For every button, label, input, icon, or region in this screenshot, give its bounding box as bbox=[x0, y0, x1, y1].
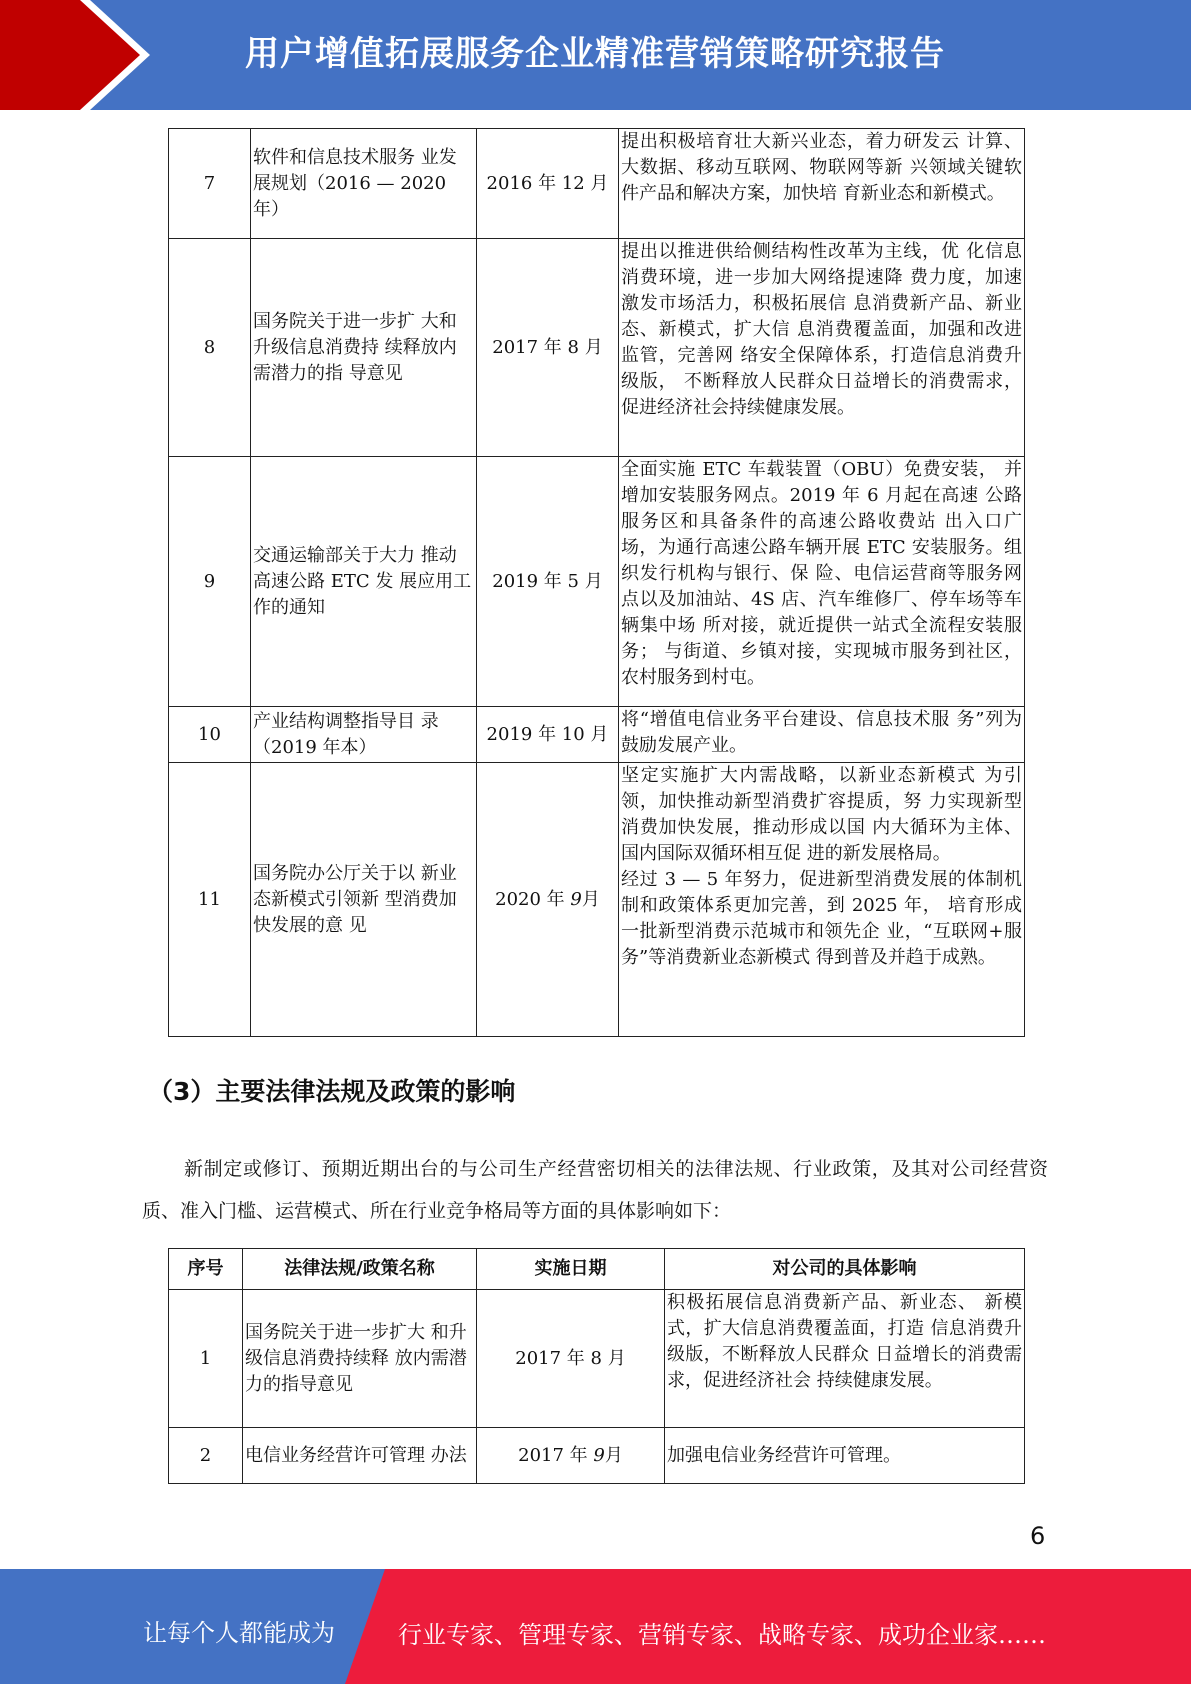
impact-description: 加强电信业务经营许可管理。 bbox=[665, 1428, 1025, 1484]
policy-date: 2019 年 10 月 bbox=[477, 707, 619, 763]
row-number: 1 bbox=[169, 1290, 243, 1428]
header-chevron-icon bbox=[0, 0, 140, 110]
policy-name: 产业结构调整指导目 录（2019 年本） bbox=[251, 707, 477, 763]
impact-table bbox=[168, 1248, 1025, 1484]
page-footer bbox=[0, 1569, 1191, 1684]
policy-description: 坚定实施扩大内需战略，以新业态新模式 为引领，加快推动新型消费扩容提质，努 力实现新型消费加快发展，推动形成以国 内大循环为主体、国内国际双循环相互促 进的新发展格局。 经过 3 — 5 年努力，促进新型消费发展的体制机制和政策体系更加完善，到 2025 年， 培育形成一批新型消费示范城市和领先企 业，“互联网+服务”等消费新业态新模式 得到普及并趋于成熟。 bbox=[619, 763, 1025, 1037]
policy-date: 2020 年 9月 bbox=[477, 763, 619, 1037]
row-number: 8 bbox=[169, 239, 251, 457]
effective-date: 2017 年 8 月 bbox=[477, 1290, 665, 1428]
policy-name: 国务院办公厅关于以 新业态新模式引领新 型消费加快发展的意 见 bbox=[251, 763, 477, 1037]
report-title: 用户增值拓展服务企业精准营销策略研究报告 bbox=[245, 34, 945, 74]
effective-date: 2017 年 9月 bbox=[477, 1428, 665, 1484]
table-row bbox=[169, 1290, 1025, 1428]
table-row bbox=[169, 763, 1025, 1037]
policy-name: 交通运输部关于大力 推动高速公路 ETC 发 展应用工作的通知 bbox=[251, 457, 477, 707]
page-number: 6 bbox=[1030, 1522, 1046, 1550]
policy-description: 提出积极培育壮大新兴业态，着力研发云 计算、大数据、移动互联网、物联网等新 兴领域关键软件产品和解决方案，加快培 育新业态和新模式。 bbox=[619, 129, 1025, 239]
policy-description: 提出以推进供给侧结构性改革为主线，优 化信息消费环境，进一步加大网络提速降 费力度，加速激发市场活力，积极拓展信 息消费新产品、新业态、新模式，扩大信 息消费覆盖面，加强和改进监管，完善网 络安全保障体系，打造信息消费升级版， 不断释放人民群众日益增长的消费需求， 促进经济社会持续健康发展。 bbox=[619, 239, 1025, 457]
table-row bbox=[169, 457, 1025, 707]
table-row bbox=[169, 707, 1025, 763]
section-paragraph: 新制定或修订、预期近期出台的与公司生产经营密切相关的法律法规、行业政策，及其对公司经营资质、准入门槛、运营模式、所在行业竞争格局等方面的具体影响如下： bbox=[142, 1158, 1048, 1222]
policy-name: 软件和信息技术服务 业发展规划（2016 — 2020 年） bbox=[251, 129, 477, 239]
table-row bbox=[169, 239, 1025, 457]
policy-description: 将“增值电信业务平台建设、信息技术服 务”列为鼓励发展产业。 bbox=[619, 707, 1025, 763]
table-row bbox=[169, 1428, 1025, 1484]
column-header: 序号 bbox=[169, 1249, 243, 1290]
impact-description: 积极拓展信息消费新产品、新业态、 新模式，扩大信息消费覆盖面，打造 信息消费升级版，不断释放人民群众 日益增长的消费需求，促进经济社会 持续健康发展。 bbox=[665, 1290, 1025, 1428]
row-number: 2 bbox=[169, 1428, 243, 1484]
page-header bbox=[0, 0, 1191, 110]
column-header: 法律法规/政策名称 bbox=[243, 1249, 477, 1290]
row-number: 7 bbox=[169, 129, 251, 239]
row-number: 9 bbox=[169, 457, 251, 707]
policy-date: 2017 年 8 月 bbox=[477, 239, 619, 457]
row-number: 11 bbox=[169, 763, 251, 1037]
table-header-row bbox=[169, 1249, 1025, 1290]
policy-date: 2016 年 12 月 bbox=[477, 129, 619, 239]
table-row bbox=[169, 129, 1025, 239]
policy-table bbox=[168, 128, 1025, 1037]
column-header: 对公司的具体影响 bbox=[665, 1249, 1025, 1290]
policy-date: 2019 年 5 月 bbox=[477, 457, 619, 707]
footer-slogan-right: 行业专家、管理专家、营销专家、战略专家、成功企业家…… bbox=[398, 1621, 1046, 1649]
row-number: 10 bbox=[169, 707, 251, 763]
policy-description: 全面实施 ETC 车载装置（OBU）免费安装， 并增加安装服务网点。2019 年 6 月起在高速 公路服务区和具备条件的高速公路收费站 出入口广场，为通行高速公路车辆开展 ETC 安装服务。组织发行机构与银行、保 险、电信运营商等服务网点以及加油站、4S 店、汽车维修厂、停车场等车辆集中场 所对接，就近提供一站式全流程安装服务； 与街道、乡镇对接，实现城市服务到社区， 农村服务到村屯。 bbox=[619, 457, 1025, 707]
policy-name: 国务院关于进一步扩 大和升级信息消费持 续释放内需潜力的指 导意见 bbox=[251, 239, 477, 457]
law-name: 国务院关于进一步扩大 和升级信息消费持续释 放内需潜力的指导意见 bbox=[243, 1290, 477, 1428]
law-name: 电信业务经营许可管理 办法 bbox=[243, 1428, 477, 1484]
section-heading: （3）主要法律法规及政策的影响 bbox=[148, 1077, 516, 1106]
footer-slogan-left: 让每个人都能成为 bbox=[143, 1619, 335, 1647]
column-header: 实施日期 bbox=[477, 1249, 665, 1290]
